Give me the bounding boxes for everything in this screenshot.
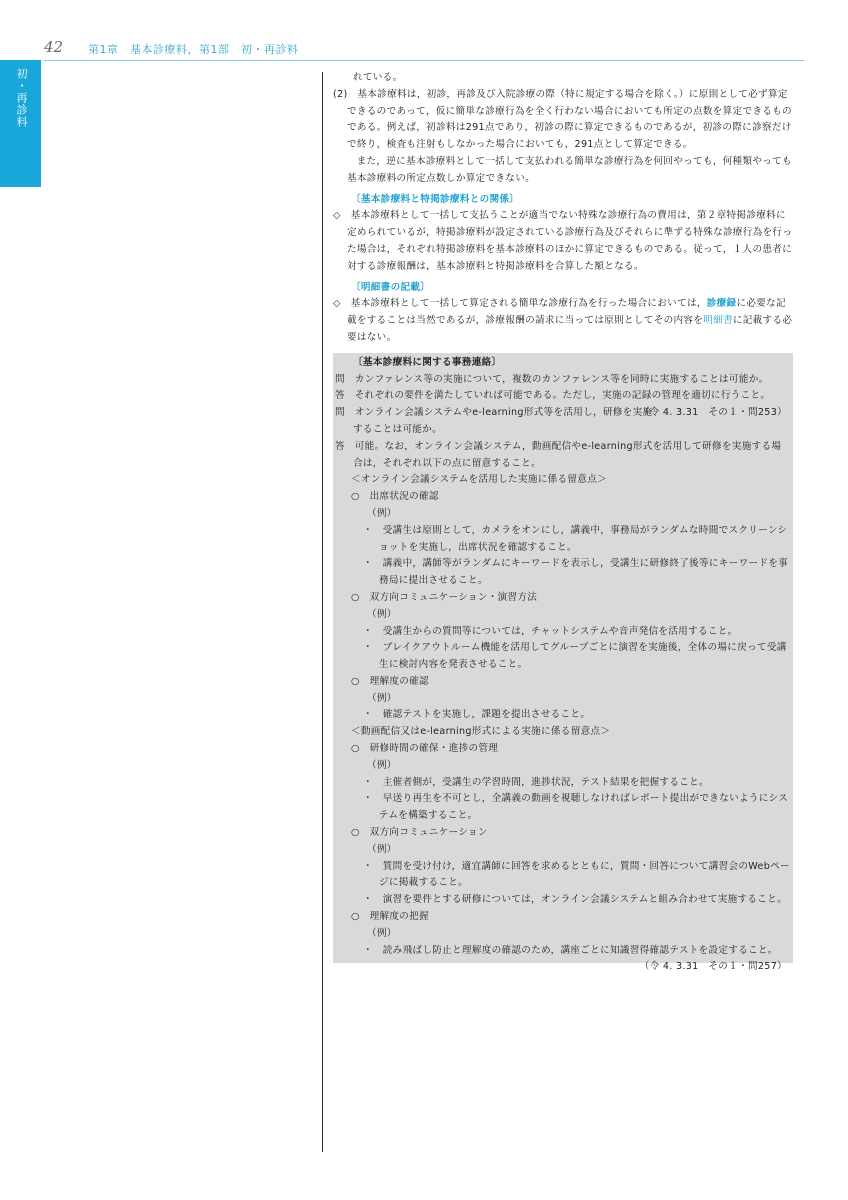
statement-text-part-2: に必要な記載をすることは当然であるが，診療報酬の請求に当っては原則としてその内容を bbox=[347, 298, 786, 327]
answer-2-reference: （令 4. 3.31 その１・問257） bbox=[639, 961, 787, 973]
keyword-statement: 明細書 bbox=[703, 315, 733, 327]
main-text-column bbox=[333, 70, 793, 976]
page-header bbox=[44, 38, 804, 58]
continuation-line: れている。 bbox=[353, 72, 403, 83]
list-item: ・ 質問を受け付け，適宜講師に回答を求めるとともに，質問・回答について講習会のWebページに掲載すること。 bbox=[363, 860, 790, 889]
answer-2: 答 可能。なお，オンライン会議システム，動画配信やe-learning形式を活用して研修を実施する場合は，それぞれ以下の点に留意すること。 bbox=[335, 440, 782, 469]
admin-notice-heading: 〔基本診療料に関する事務連絡〕 bbox=[353, 356, 502, 368]
question-1: 問 カンファレンス等の実施について，複数のカンファレンス等を同時に実施することは可能か。 bbox=[335, 373, 769, 385]
keyword-medical-record: 診療録 bbox=[706, 298, 737, 310]
list-item: ・ 講義中，講師等がランダムにキーワードを表示し，受講生に研修終了後等にキーワードを事務局に提出させること。 bbox=[363, 558, 789, 587]
section-side-tab bbox=[0, 60, 41, 187]
list-item bbox=[335, 943, 791, 973]
example-label: （例） bbox=[367, 843, 397, 855]
side-tab-label: 初・再診料 bbox=[15, 68, 28, 128]
example-label: （例） bbox=[367, 927, 397, 939]
header-rule bbox=[44, 60, 804, 61]
list-item: ・ 主催者側が，受講生の学習時間，進捗状況，テスト結果を把握すること。 bbox=[363, 776, 709, 788]
example-label: （例） bbox=[367, 759, 397, 771]
online-comprehension-item: ○ 理解度の確認 bbox=[351, 675, 429, 687]
section-heading-relation: 〔基本診療料と特掲診療料との関係〕 bbox=[351, 193, 520, 205]
statement-text-part-3: に記載する必要はない。 bbox=[347, 315, 793, 343]
elearning-progress-item: ○ 研修時間の確保・進捗の管理 bbox=[351, 743, 499, 755]
list-item: ・ 確認テストを実施し，課題を提出させること。 bbox=[363, 709, 591, 721]
list-item-text: ・ 読み飛ばし防止と理解度の確認のため，講座ごとに知識習得確認テストを設定すること。 bbox=[363, 944, 778, 956]
elearning-interaction-item: ○ 双方向コミュニケーション bbox=[351, 827, 488, 839]
elearning-notes-title: ＜動画配信又はe-learning形式による実施に係る留意点＞ bbox=[351, 726, 611, 738]
answer-1-reference: （令 4. 3.31 その１・問253） bbox=[639, 407, 787, 419]
statement-text-part-1: ◇ 基本診療料として一括して算定される簡単な診療行為を行った場合においては， bbox=[333, 298, 707, 310]
section-statement-text bbox=[333, 296, 793, 346]
example-label: （例） bbox=[367, 692, 397, 704]
answer-1-text: 答 それぞれの要件を満たしていれば可能である。ただし，実施の記録の管理を適切に行うこと。 bbox=[335, 390, 771, 402]
chapter-title: 第1章 基本診療料，第1部 初・再診料 bbox=[88, 43, 299, 56]
online-notes-title: ＜オンライン会議システムを活用した実施に係る留意点＞ bbox=[351, 474, 607, 486]
online-interaction-item: ○ 双方向コミュニケーション・演習方法 bbox=[351, 591, 538, 603]
list-item: ・ 受講生は原則として，カメラをオンにし，講義中，事務局がランダムな時間でスクリーンショットを実施し，出席状況を確認すること。 bbox=[363, 524, 788, 553]
section-relation-text: ◇ 基本診療料として一括して支払うことが適当でない特殊な診療行為の費用は，第２章特掲診療料に定められているが，特掲診療料が設定されている診療行為及びそれらに準ずる特殊な診療行為を行った場合は，それぞれ特掲診療料を基本診療料のほかに算定できるものである。従って，１人の患者に対する診療報酬は，基本診療料と特掲診療料を合算した額となる。 bbox=[333, 210, 793, 272]
list-item: ・ 受講生からの質問等については，チャットシステムや音声発信を活用すること。 bbox=[363, 625, 738, 637]
page-number: 42 bbox=[44, 38, 64, 56]
paragraph-item-2: (2) 基本診療料は，初診，再診及び入院診療の際（特に規定する場合を除く。）に原則として必ず算定できるのであって，仮に簡単な診療行為を全く行わない場合においても所定の点数を算定できるものである。例えば，初診料は291点であり，初診の際に算定できるものであるが，初診の際に診察だけで終り，検査も注射もしなかった場合においても，291点として算定できる。 bbox=[333, 88, 792, 151]
example-label: （例） bbox=[367, 608, 397, 620]
list-item: ・ 早送り再生を不可とし，全講義の動画を視聴しなければレポート提出ができないようにシステムを構築すること。 bbox=[363, 793, 789, 822]
list-item: ・ 演習を要件とする研修については，オンライン会議システムと組み合わせて実施すること。 bbox=[363, 894, 787, 906]
column-rule bbox=[322, 72, 323, 1152]
paragraph-item-2-cont: また，逆に基本診療料として一括して支払われる簡単な診療行為を何回やっても，何種類やっても基本診療料の所定点数しか算定できない。 bbox=[347, 155, 792, 184]
section-heading-statement: 〔明細書の記載〕 bbox=[351, 281, 431, 293]
example-label: （例） bbox=[367, 507, 397, 519]
elearning-comprehension-item: ○ 理解度の把握 bbox=[351, 911, 429, 923]
list-item: ・ ブレイクアウトルーム機能を活用してグループごとに演習を実施後，全体の場に戻って受講生に検討内容を発表させること。 bbox=[363, 642, 787, 671]
admin-notice-box bbox=[333, 353, 793, 973]
question-2: 問 オンライン会議システムやe-learning形式等を活用し，研修を実施することは可能か。 bbox=[335, 407, 653, 435]
online-attendance-item: ○ 出席状況の確認 bbox=[351, 491, 439, 503]
answer-1 bbox=[335, 388, 791, 419]
